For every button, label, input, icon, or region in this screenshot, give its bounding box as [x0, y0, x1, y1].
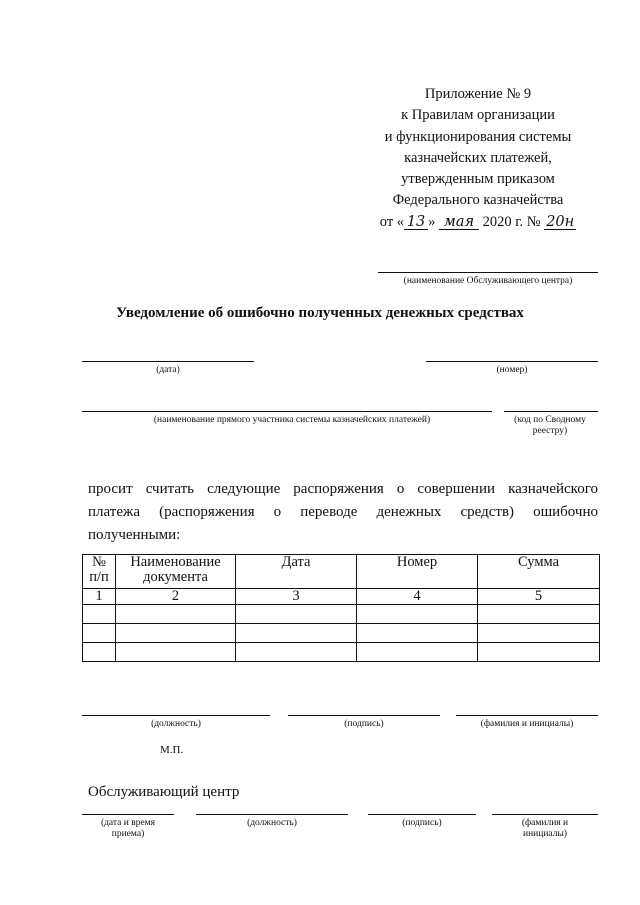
appendix-number: Приложение № 9 — [424, 86, 532, 102]
col-number-4: 4 — [357, 589, 478, 605]
document-title: Уведомление об ошибочно полученных денежных средствах — [116, 305, 524, 321]
number-line — [426, 361, 598, 362]
table-cell[interactable] — [83, 605, 116, 624]
table-cell[interactable] — [116, 605, 236, 624]
date-year: 2020 г. № — [482, 213, 541, 230]
table-cell[interactable] — [478, 643, 600, 662]
appendix-approved: утвержденным приказом — [401, 171, 555, 188]
date-line — [82, 361, 254, 362]
request-line-1: просит считать следующие распоряжения о совершении казначейского — [88, 481, 598, 497]
appendix-block — [360, 84, 596, 233]
received-caption-line1: (дата и время — [100, 818, 156, 828]
participant-caption: (наименование прямого участника системы казначейских платежей) — [153, 415, 431, 425]
signature-line — [288, 715, 440, 716]
table-row — [83, 605, 600, 624]
header-index: № п/п — [83, 555, 116, 589]
table-cell[interactable] — [478, 624, 600, 643]
request-text — [88, 478, 598, 547]
header-amount: Сумма — [478, 555, 600, 589]
received-caption — [78, 818, 178, 840]
date-prefix: от « — [379, 213, 405, 230]
documents-table — [82, 554, 600, 662]
date-caption: (дата) — [156, 365, 180, 375]
code-caption-line2: реестру) — [532, 426, 568, 436]
position-line — [82, 715, 270, 716]
table-header-row — [83, 555, 600, 589]
header-number: Номер — [357, 555, 478, 589]
handwritten-day: 13 — [404, 215, 428, 230]
service-center-caption: (наименование Обслуживающего центра) — [403, 276, 573, 286]
code-caption-line1: (код по Сводному — [514, 415, 586, 425]
appendix-system: и функционирования системы — [384, 128, 572, 145]
appendix-date-line — [360, 212, 596, 233]
received-caption-line2: приема) — [111, 829, 145, 839]
table-number-row — [83, 589, 600, 605]
col-number-2: 2 — [116, 589, 236, 605]
received-line — [82, 814, 174, 815]
header-doc-name: Наименование документа — [116, 555, 236, 589]
code-line — [504, 411, 598, 412]
service-center-line — [378, 272, 598, 273]
sc-position-caption: (должность) — [247, 818, 297, 828]
code-caption — [500, 415, 600, 437]
number-caption: (номер) — [496, 365, 528, 375]
table-cell[interactable] — [357, 643, 478, 662]
position-caption: (должность) — [151, 719, 201, 729]
sc-name-caption-line1: (фамилия и — [521, 818, 569, 828]
appendix-rules: к Правилам организации — [401, 107, 555, 124]
sc-signature-line — [368, 814, 476, 815]
stamp-placeholder: М.П. — [160, 744, 184, 756]
table-cell[interactable] — [478, 605, 600, 624]
appendix-treasury: Федерального казначейства — [392, 192, 564, 209]
sc-name-caption-line2: инициалы) — [522, 829, 567, 839]
table-cell[interactable] — [236, 624, 357, 643]
sc-position-line — [196, 814, 348, 815]
table-row — [83, 643, 600, 662]
header-date: Дата — [236, 555, 357, 589]
table-cell[interactable] — [116, 643, 236, 662]
handwritten-order-number: 20н — [546, 213, 575, 230]
date-mid: » — [428, 213, 436, 230]
name-caption: (фамилия и инициалы) — [480, 719, 574, 729]
sc-name-caption — [492, 818, 598, 840]
table-cell[interactable] — [236, 605, 357, 624]
appendix-payments: казначейских платежей, — [404, 149, 552, 166]
table-cell[interactable] — [116, 624, 236, 643]
handwritten-month: мая — [439, 215, 479, 230]
col-number-3: 3 — [236, 589, 357, 605]
name-line — [456, 715, 598, 716]
table-cell[interactable] — [236, 643, 357, 662]
table-row — [83, 624, 600, 643]
request-line-2: платежа (распоряжения о переводе денежных средств) ошибочно — [88, 504, 598, 520]
participant-line — [82, 411, 492, 412]
table-cell[interactable] — [83, 624, 116, 643]
signature-caption: (подпись) — [344, 719, 384, 729]
col-number-5: 5 — [478, 589, 600, 605]
table-cell[interactable] — [357, 624, 478, 643]
sc-signature-caption: (подпись) — [402, 818, 442, 828]
table-cell[interactable] — [357, 605, 478, 624]
col-number-1: 1 — [83, 589, 116, 605]
service-center-label: Обслуживающий центр — [88, 784, 240, 800]
request-line-3: полученными: — [88, 527, 181, 543]
table-cell[interactable] — [83, 643, 116, 662]
sc-name-line — [492, 814, 598, 815]
